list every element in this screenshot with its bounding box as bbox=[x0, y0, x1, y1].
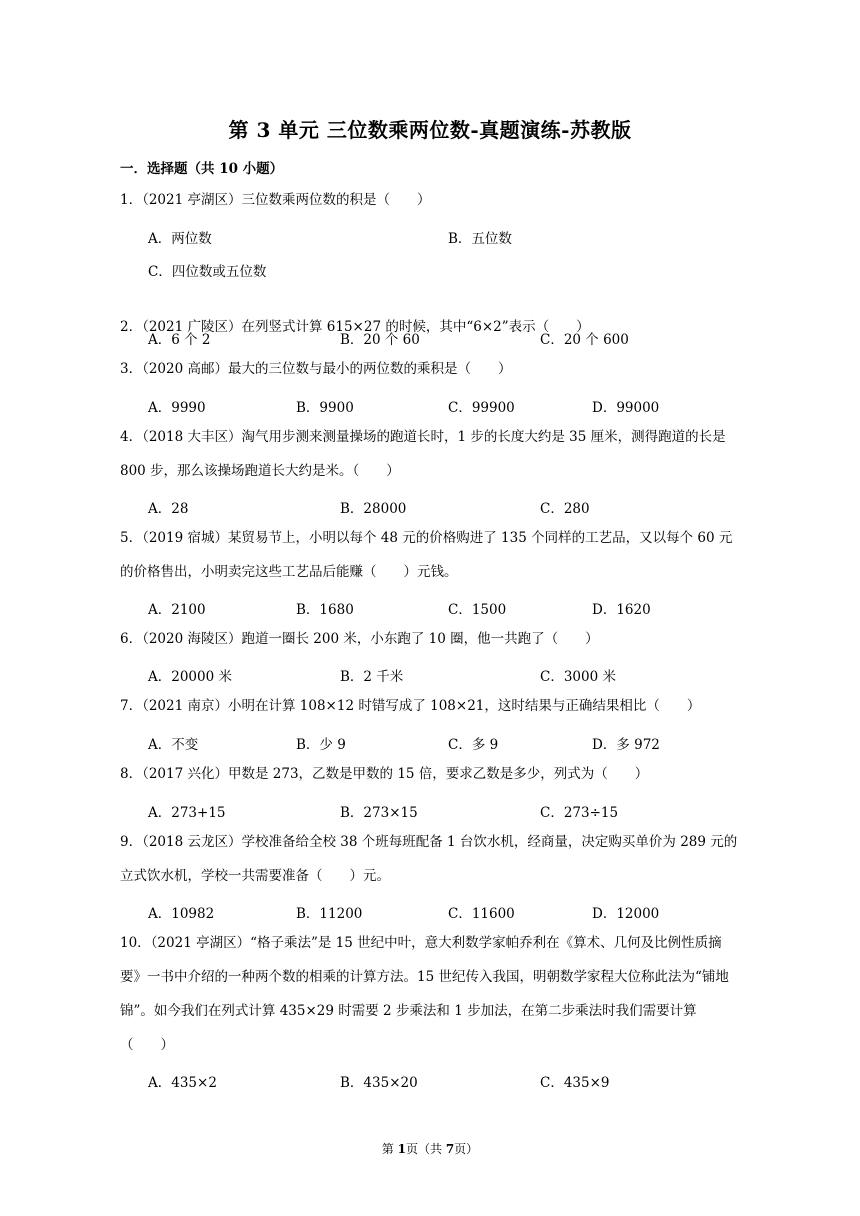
question-text: （2021 亭湖区）三位数乘两位数的积是（ ） bbox=[142, 192, 431, 208]
options-1-row2 bbox=[148, 260, 748, 280]
options-4 bbox=[148, 497, 748, 517]
option-a: A．273+15 bbox=[148, 805, 226, 821]
question-text: （2020 海陵区）跑道一圈长 200 米，小东跑了 10 圈，他一共跑了（ ） bbox=[142, 631, 599, 647]
page-title: 第 3 单元 三位数乘两位数-真题演练-苏教版 bbox=[228, 118, 632, 142]
option-c: C．435×9 bbox=[540, 1075, 610, 1091]
question-7 bbox=[120, 689, 740, 723]
option-d: D．12000 bbox=[592, 906, 660, 922]
option-c: C．1500 bbox=[448, 602, 507, 618]
question-number: 7． bbox=[120, 698, 143, 714]
option-a: A．9990 bbox=[148, 400, 206, 416]
section-heading: 一．选择题（共 10 小题） bbox=[120, 161, 284, 177]
question-5 bbox=[120, 521, 740, 589]
question-number: 4． bbox=[120, 429, 143, 445]
option-b: B．20 个 60 bbox=[340, 332, 420, 348]
question-text: （2021 亭湖区）“格子乘法”是 15 世纪中叶，意大利数学家帕乔利在《算术、几何及比例性质摘要》一书中介绍的一种两个数的相乘的计算方法。15 世纪传入我国，明朝数学家程大位称此法为“铺地锦”。如今我们在列式计算 435×29 时需要 2 步乘法和 1 步加法，在第二步乘法时我们需要计算（ ） bbox=[120, 935, 729, 1053]
option-a: A．10982 bbox=[148, 906, 215, 922]
question-9 bbox=[120, 825, 740, 893]
option-d: D．1620 bbox=[592, 602, 651, 618]
options-2 bbox=[148, 328, 748, 348]
option-a: A．20000 米 bbox=[148, 669, 232, 685]
option-b: B．五位数 bbox=[448, 231, 512, 247]
page-footer bbox=[0, 1140, 860, 1157]
current-page-number: 1 bbox=[397, 1142, 406, 1156]
options-8 bbox=[148, 801, 748, 821]
question-number: 10． bbox=[120, 935, 151, 951]
option-b: B．28000 bbox=[340, 501, 407, 517]
question-number: 6． bbox=[120, 631, 143, 647]
options-6 bbox=[148, 665, 748, 685]
question-number: 9． bbox=[120, 834, 143, 850]
option-b: B．少 9 bbox=[296, 737, 346, 753]
footer-suffix: 页） bbox=[454, 1142, 479, 1156]
question-number: 5． bbox=[120, 530, 143, 546]
option-b: B．2 千米 bbox=[340, 669, 404, 685]
question-number: 1． bbox=[120, 192, 143, 208]
option-a: A．2100 bbox=[148, 602, 206, 618]
question-3 bbox=[120, 352, 740, 386]
question-4 bbox=[120, 420, 740, 488]
option-c: C．99900 bbox=[448, 400, 515, 416]
question-text: （2018 云龙区）学校准备给全校 38 个班每班配备 1 台饮水机，经商量，决定购买单价为 289 元的立式饮水机，学校一共需要准备（ ）元。 bbox=[120, 834, 738, 884]
option-a: A．435×2 bbox=[148, 1075, 217, 1091]
options-1 bbox=[148, 227, 748, 247]
question-number: 3． bbox=[120, 361, 143, 377]
options-5 bbox=[148, 598, 748, 618]
option-c: C．四位数或五位数 bbox=[148, 264, 267, 280]
option-b: B．273×15 bbox=[340, 805, 418, 821]
question-text: （2021 南京）小明在计算 108×12 时错写成了 108×21，这时结果与正确结果相比（ ） bbox=[142, 698, 701, 714]
option-b: B．435×20 bbox=[340, 1075, 418, 1091]
question-1 bbox=[120, 183, 740, 217]
options-9 bbox=[148, 902, 748, 922]
option-d: D．多 972 bbox=[592, 737, 660, 753]
footer-middle: 页（共 bbox=[405, 1142, 446, 1156]
option-c: C．273÷15 bbox=[540, 805, 619, 821]
question-text: （2021 广陵区）在列竖式计算 615×27 的时候，其中“6×2”表示（ ） bbox=[142, 319, 590, 335]
option-c: C．11600 bbox=[448, 906, 515, 922]
question-10 bbox=[120, 926, 740, 1062]
option-d: D．99000 bbox=[592, 400, 660, 416]
option-b: B．1680 bbox=[296, 602, 354, 618]
question-number: 2． bbox=[120, 319, 143, 335]
option-a: A．不变 bbox=[148, 737, 199, 753]
question-text: （2020 高邮）最大的三位数与最小的两位数的乘积是（ ） bbox=[142, 361, 512, 377]
option-a: A．28 bbox=[148, 501, 189, 517]
option-c: C．多 9 bbox=[448, 737, 499, 753]
question-text: （2019 宿城）某贸易节上，小明以每个 48 元的价格购进了 135 个同样的工艺品，又以每个 60 元的价格售出，小明卖完这些工艺品后能赚（ ）元钱。 bbox=[120, 530, 733, 580]
option-c: C．280 bbox=[540, 501, 590, 517]
question-text: （2017 兴化）甲数是 273，乙数是甲数的 15 倍，要求乙数是多少，列式为（ ） bbox=[142, 766, 649, 782]
total-pages-number: 7 bbox=[445, 1142, 455, 1156]
option-b: B．11200 bbox=[296, 906, 363, 922]
option-b: B．9900 bbox=[296, 400, 354, 416]
question-6 bbox=[120, 622, 740, 656]
options-7 bbox=[148, 733, 748, 753]
options-3 bbox=[148, 396, 748, 416]
options-10 bbox=[148, 1071, 748, 1091]
option-a: A．6 个 2 bbox=[148, 332, 211, 348]
option-c: C．3000 米 bbox=[540, 669, 616, 685]
question-8 bbox=[120, 757, 740, 791]
option-a: A．两位数 bbox=[148, 231, 212, 247]
option-c: C．20 个 600 bbox=[540, 332, 629, 348]
footer-prefix: 第 bbox=[381, 1142, 398, 1156]
question-text: （2018 大丰区）淘气用步测来测量操场的跑道长时，1 步的长度大约是 35 厘米，测得跑道的长是 800 步，那么该操场跑道长大约是米。（ ） bbox=[120, 429, 726, 479]
question-number: 8． bbox=[120, 766, 143, 782]
